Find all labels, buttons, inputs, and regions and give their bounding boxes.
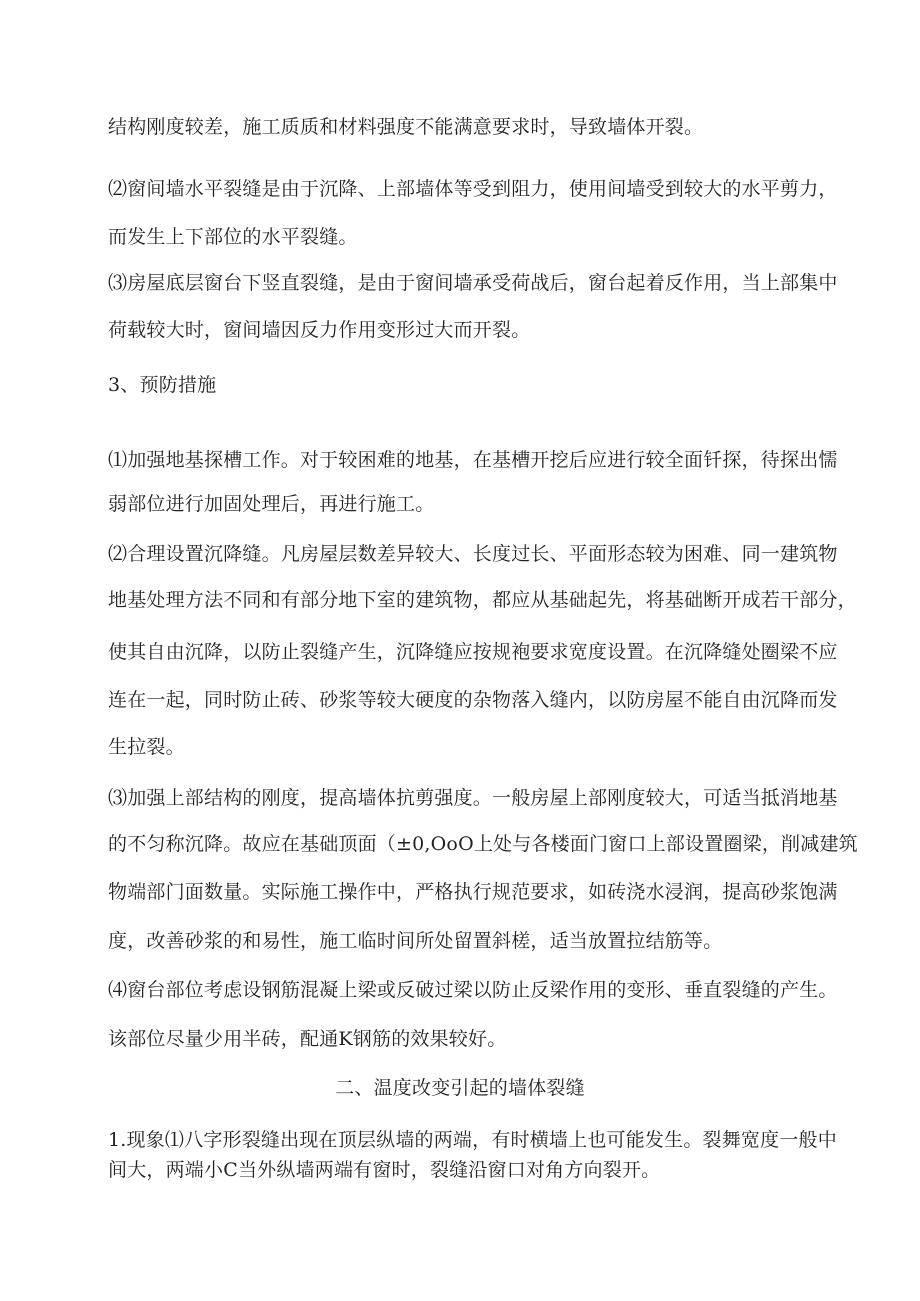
paragraph-line: 间大，两端小C当外纵墙两端有窗时，裂缝沿窗口对角方向裂开。 xyxy=(108,1159,661,1181)
paragraph-line: 地基处理方法不同和有部分地下室的建筑物，都应从基础起先，将基础断开成若干部分， xyxy=(108,589,857,611)
paragraph-line: 度，改善砂浆的和易性，施工临时间所处留置斜槎，适当放置拉结筋等。 xyxy=(108,930,723,952)
paragraph-line: ⑵合理设置沉降缝。凡房屋层数差异较大、长度过长、平面形态较为困难、同一建筑物 xyxy=(108,543,838,565)
paragraph-line: 该部位尽量少用半砖，配通K钢筋的效果较好。 xyxy=(108,1028,507,1050)
paragraph-line: ⑶加强上部结构的刚度，提高墙体抗剪强度。一般房屋上部刚度较大，可适当抵消地基 xyxy=(108,787,838,809)
paragraph-line: 而发生上下部位的水平裂缝。 xyxy=(108,226,358,248)
paragraph-line: ⑴加强地基探槽工作。对于较困难的地基，在基槽开挖后应进行较全面钎探，待探出懦 xyxy=(108,449,838,471)
section-title: 二、温度改变引起的墙体裂缝 xyxy=(335,1077,585,1099)
paragraph-line: 连在一起，同时防止砖、砂浆等较大硬度的杂物落入缝内，以防房屋不能自由沉降而发 xyxy=(108,689,838,711)
section-heading: 3、预防措施 xyxy=(108,374,217,396)
paragraph-line: ⑶房屋底层窗台下竖直裂缝，是由于窗间墙承受荷战后，窗台起着反作用，当上部集中 xyxy=(108,272,838,294)
paragraph-line: 1.现象⑴八字形裂缝出现在顶层纵墙的两端，有时横墙上也可能发生。裂舞宽度一般中 xyxy=(108,1129,837,1151)
paragraph-line: 弱部位进行加固处理后，再进行施工。 xyxy=(108,493,435,515)
paragraph-line: 荷载较大时，窗间墙因反力作用变形过大而开裂。 xyxy=(108,319,531,341)
paragraph-line: ⑷窗台部位考虑设钢筋混凝上梁或反破过梁以防止反梁作用的变形、垂直裂缝的产生。 xyxy=(108,979,838,1001)
paragraph-line: 的不匀称沉降。故应在基础顶面（±0,OoO上处与各楼面门窗口上部设置圈梁，削减建筑 xyxy=(108,833,858,855)
paragraph-line: 使其自由沉降，以防止裂缝产生，沉降缝应按规袍要求宽度设置。在沉降缝处圈梁不应 xyxy=(108,641,838,663)
paragraph-line: 物端部门面数量。实际施工操作中，严格执行规范要求，如砖浇水浸润，提高砂浆饱满 xyxy=(108,881,838,903)
paragraph-line: ⑵窗间墙水平裂缝是由于沉降、上部墙体等受到阻力，使用间墙受到较大的水平剪力， xyxy=(108,178,838,200)
paragraph-line: 生拉裂。 xyxy=(108,736,185,758)
paragraph-line: 结构刚度较差，施工质质和材料强度不能满意要求时，导致墙体开裂。 xyxy=(108,116,704,138)
